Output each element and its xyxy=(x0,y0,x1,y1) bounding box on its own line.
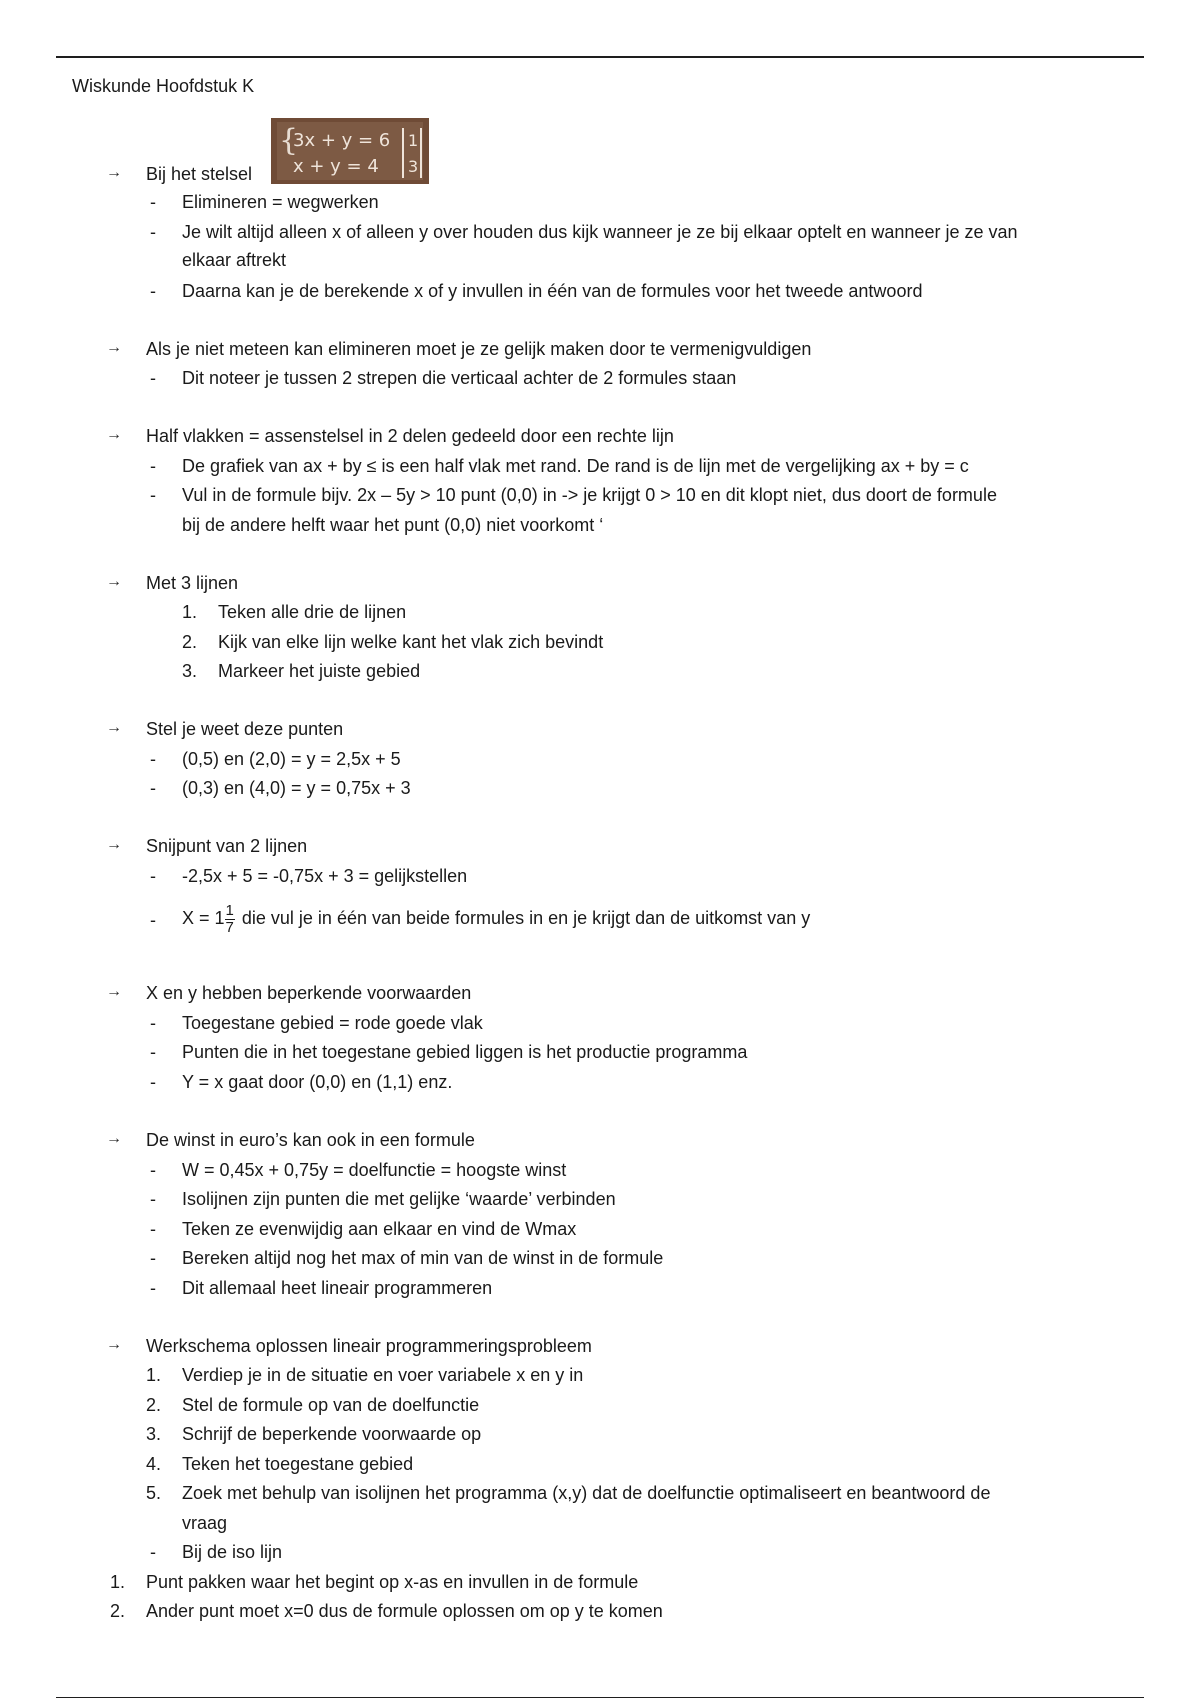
bullet-text: Toegestane gebied = rode goede vlak xyxy=(182,1013,483,1033)
multiplier-1: 1 xyxy=(408,131,419,150)
dash-icon: - xyxy=(150,222,156,242)
list-item: Teken het toegestane gebied xyxy=(182,1454,414,1474)
dash-icon: - xyxy=(150,1013,156,1033)
section-heading: Met 3 lijnen xyxy=(146,573,239,593)
bullet-text: Dit noteer je tussen 2 strepen die verticaal achter de 2 formules staan xyxy=(182,368,737,388)
svg-text:{: { xyxy=(279,123,299,158)
page-title: Wiskunde Hoofdstuk K xyxy=(72,76,255,96)
section-heading: Werkschema oplossen lineair programmeringsprobleem xyxy=(146,1336,592,1356)
list-item: Kijk van elke lijn welke kant het vlak zich bevindt xyxy=(218,632,604,652)
list-number: 3. xyxy=(182,661,198,681)
section-heading: Snijpunt van 2 lijnen xyxy=(146,836,308,856)
arrow-icon: → xyxy=(106,164,122,181)
list-item: Schrijf de beperkende voorwaarde op xyxy=(182,1424,482,1444)
bullet-text: -2,5x + 5 = -0,75x + 3 = gelijkstellen xyxy=(182,866,468,886)
fraction-numerator: 1 xyxy=(225,901,234,919)
bullet-text: (0,3) en (4,0) = y = 0,75x + 3 xyxy=(182,778,411,798)
fraction-bullet xyxy=(182,893,810,943)
bullet-text: Je wilt altijd alleen x of alleen y over houden dus kijk wanneer je ze bij elkaar optelt en wanneer je ze van xyxy=(182,222,1018,242)
bullet-text: Punten die in het toegestane gebied liggen is het productie programma xyxy=(182,1042,748,1062)
list-number: 2. xyxy=(110,1601,126,1621)
fraction xyxy=(225,903,235,936)
dash-icon: - xyxy=(150,910,156,930)
bullet-text: De grafiek van ax + by ≤ is een half vlak met rand. De rand is de lijn met de vergelijking ax + by = c xyxy=(182,456,969,476)
arrow-icon: → xyxy=(106,339,122,356)
dash-icon: - xyxy=(150,281,156,301)
bullet-text: Bij de iso lijn xyxy=(182,1542,283,1562)
list-item: Markeer het juiste gebied xyxy=(218,661,421,681)
list-item: Verdiep je in de situatie en voer variabele x en y in xyxy=(182,1365,584,1385)
arrow-icon: → xyxy=(106,983,122,1000)
multiplier-2: 3 xyxy=(408,157,419,176)
bottom-rule xyxy=(56,1697,1144,1698)
bullet-text-continued: elkaar aftrekt xyxy=(182,250,287,270)
dash-icon: - xyxy=(150,1278,156,1298)
section-heading: De winst in euro’s kan ook in een formule xyxy=(146,1130,475,1150)
dash-icon: - xyxy=(150,1072,156,1092)
section-heading: Bij het stelsel xyxy=(146,164,253,184)
dash-icon: - xyxy=(150,1042,156,1062)
dash-icon: - xyxy=(150,1189,156,1209)
list-number: 1. xyxy=(146,1365,162,1385)
arrow-icon: → xyxy=(106,426,122,443)
arrow-icon: → xyxy=(106,573,122,590)
section-heading: X en y hebben beperkende voorwaarden xyxy=(146,983,472,1003)
dash-icon: - xyxy=(150,1160,156,1180)
dash-icon: - xyxy=(150,866,156,886)
bullet-text: (0,5) en (2,0) = y = 2,5x + 5 xyxy=(182,749,401,769)
arrow-icon: → xyxy=(106,719,122,736)
list-number: 1. xyxy=(182,602,198,622)
list-item: Teken alle drie de lijnen xyxy=(218,602,407,622)
list-number: 4. xyxy=(146,1454,162,1474)
dash-icon: - xyxy=(150,192,156,212)
section-heading: Half vlakken = assenstelsel in 2 delen gedeeld door een rechte lijn xyxy=(146,426,674,446)
section-heading: Stel je weet deze punten xyxy=(146,719,344,739)
arrow-icon: → xyxy=(106,1130,122,1147)
bullet-text: Isolijnen zijn punten die met gelijke ‘waarde’ verbinden xyxy=(182,1189,616,1209)
list-number: 2. xyxy=(182,632,198,652)
bullet-text: Y = x gaat door (0,0) en (1,1) enz. xyxy=(182,1072,453,1092)
bullet-text: Dit allemaal heet lineair programmeren xyxy=(182,1278,493,1298)
dash-icon: - xyxy=(150,456,156,476)
dash-icon: - xyxy=(150,368,156,388)
fraction-prefix: X = 1 xyxy=(182,908,225,928)
bullet-text: Elimineren = wegwerken xyxy=(182,192,379,212)
equation-photo xyxy=(271,118,429,184)
list-item: Ander punt moet x=0 dus de formule oplossen om op y te komen xyxy=(146,1601,663,1621)
dash-icon: - xyxy=(150,1542,156,1562)
bullet-text: Bereken altijd nog het max of min van de winst in de formule xyxy=(182,1248,664,1268)
fraction-denominator: 7 xyxy=(225,918,234,936)
equation-1: 3x + y = 6 xyxy=(293,130,391,151)
dash-icon: - xyxy=(150,1248,156,1268)
section-heading: Als je niet meteen kan elimineren moet je ze gelijk maken door te vermenigvuldigen xyxy=(146,339,812,359)
bullet-text-continued: bij de andere helft waar het punt (0,0) niet voorkomt ‘ xyxy=(182,515,604,535)
bullet-text: Daarna kan je de berekende x of y invullen in één van de formules voor het tweede antwoord xyxy=(182,281,923,301)
list-item-continued: vraag xyxy=(182,1513,228,1533)
equation-2: x + y = 4 xyxy=(293,156,379,177)
dash-icon: - xyxy=(150,778,156,798)
list-number: 1. xyxy=(110,1572,126,1592)
bullet-text: W = 0,45x + 0,75y = doelfunctie = hoogste winst xyxy=(182,1160,567,1180)
list-item: Punt pakken waar het begint op x-as en invullen in de formule xyxy=(146,1572,639,1592)
dash-icon: - xyxy=(150,485,156,505)
dash-icon: - xyxy=(150,1219,156,1239)
dash-icon: - xyxy=(150,749,156,769)
bullet-text: Vul in de formule bijv. 2x – 5y > 10 punt (0,0) in -> je krijgt 0 > 10 en dit klopt niet, dus doort de formule xyxy=(182,485,997,505)
bullet-text: Teken ze evenwijdig aan elkaar en vind de Wmax xyxy=(182,1219,577,1239)
list-item: Stel de formule op van de doelfunctie xyxy=(182,1395,480,1415)
top-rule xyxy=(56,56,1144,58)
list-number: 2. xyxy=(146,1395,162,1415)
arrow-icon: → xyxy=(106,836,122,853)
list-number: 3. xyxy=(146,1424,162,1444)
arrow-icon: → xyxy=(106,1336,122,1353)
fraction-suffix: die vul je in één van beide formules in en je krijgt dan de uitkomst van y xyxy=(241,908,811,928)
list-number: 5. xyxy=(146,1483,162,1503)
list-item: Zoek met behulp van isolijnen het programma (x,y) dat de doelfunctie optimaliseert en beantwoord de xyxy=(182,1483,991,1503)
